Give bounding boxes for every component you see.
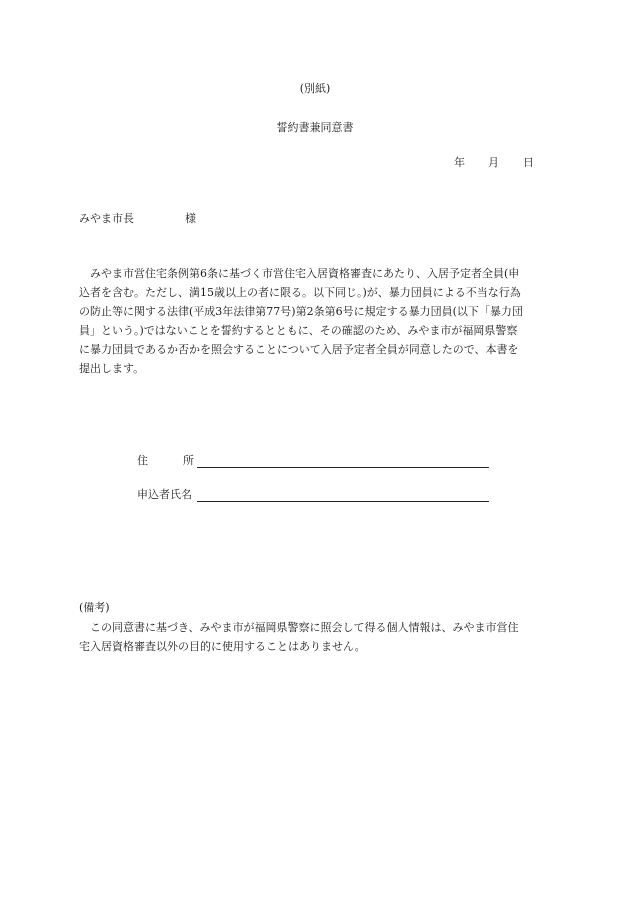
applicant-name-label: 申込者氏名	[137, 488, 192, 501]
address-row	[137, 454, 489, 468]
address-field-line[interactable]	[197, 454, 489, 468]
pledge-body-line: の防止等に関する法律(平成3年法律第77号)第2条第6号に規定する暴力団員(以下「暴力団	[79, 305, 523, 318]
remarks-body-line: この同意書に基づき、みやま市が福岡県警察に照会して得る個人情報は、みやま市営住	[79, 621, 519, 634]
document-title: 誓約書兼同意書	[276, 121, 354, 134]
date-month-label: 月	[488, 156, 499, 169]
remarks-body	[79, 618, 559, 656]
remarks-body-line: 宅入居資格審査以外の目的に使用することはありません。	[79, 640, 366, 653]
applicant-name-row	[137, 488, 489, 502]
date-year-label: 年	[454, 156, 465, 169]
pledge-body-line: 提出します。	[79, 362, 145, 375]
address-label-char: 住	[137, 454, 148, 467]
pledge-body-line: に暴力団員であるか否かを照会することについて入居予定者全員が同意したので、本書を	[79, 343, 519, 356]
pledge-body	[79, 264, 554, 378]
attachment-label: (別紙)	[299, 82, 331, 95]
date-day-label: 日	[523, 156, 534, 169]
applicant-name-field-line[interactable]	[197, 488, 489, 502]
pledge-body-line: みやま市営住宅条例第6条に基づく市営住宅入居資格審査にあたり、入居予定者全員(申	[79, 267, 520, 280]
addressee-honorific: 様	[185, 212, 196, 225]
pledge-body-line: 員」という。)ではないことを誓約するとともに、その確認のため、みやま市が福岡県警察	[79, 324, 518, 337]
addressee-name: みやま市長	[79, 212, 134, 225]
address-label-char: 所	[183, 454, 194, 467]
remarks-heading: (備考)	[79, 601, 110, 614]
pledge-body-line: 込者を含む。ただし、満15歳以上の者に限る。以下同じ。)が、暴力団員による不当な行為	[79, 286, 521, 299]
address-label	[137, 454, 197, 468]
